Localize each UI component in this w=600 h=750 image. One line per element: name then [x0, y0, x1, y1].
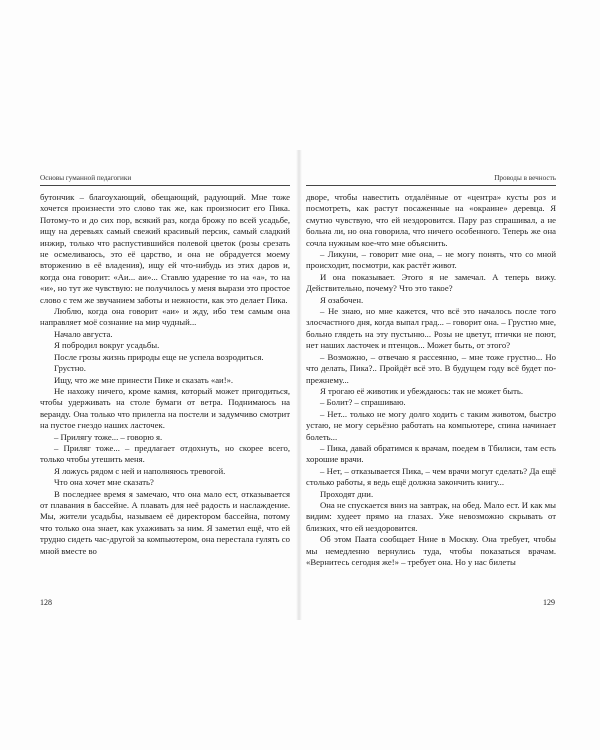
- paragraph: дворе, чтобы навестить отдалённые от «центра» кусты роз и посмотреть, как растут посаженные на «окраине» деревца. Я смутно чувствую, что ей нездоровится. Пару раз спрашивал, а не больна ли, но она говорила, что ничего особенного. Теперь же она сочла нужным кое-что мне объяснить.: [306, 192, 556, 248]
- right-page-text: [306, 192, 556, 568]
- left-page-number: 128: [40, 598, 52, 607]
- paragraph: – Нет, – отказывается Пика, – чем врачи могут сделать? Да ещё столько работы, я ведь ещё должна закончить книгу...: [306, 465, 556, 488]
- paragraph: бутончик – благоухающий, обещающий, радующий. Мне тоже хочется произнести это слово так же, как произносит его Пика. Потому-то и до сих пор, всякий раз, когда брожу по всей усадьбе, ищу на деревьях самый свежий красивый персик, самый сладкий инжир, только что распустившийся полевой цветок (розы срезать не осмеливаюсь, это её царство, и она не обрадуется моему вторжению в её владения), ищу ей что-нибудь из этих даров и, когда она говорит: «Аи... аи»... Ставлю ударение то на «а», то на «и», но тут же чувствую: не получилось у меня вырази это простое слово с тем же звучанием заботы и нежности, как это делает Пика.: [40, 192, 290, 305]
- paragraph: – Возможно, – отвечаю я рассеянно, – мне тоже грустно... Но что делать, Пика?.. Пройдёт всё это. В будущем году всё будет по-прежнему...: [306, 351, 556, 385]
- right-page-number: 129: [543, 598, 555, 607]
- paragraph: Я трогаю её животик и убеждаюсь: так не может быть.: [320, 385, 524, 396]
- left-header-rule: [40, 185, 290, 186]
- paragraph: Начало августа.: [54, 328, 113, 339]
- right-header-title: Проводы в вечность: [494, 174, 556, 182]
- paragraph: Проходят дни.: [320, 488, 374, 499]
- left-page: [40, 172, 290, 557]
- paragraph: Я ложусь рядом с ней и наполняюсь тревогой.: [54, 465, 226, 476]
- paragraph: – Болит? – спрашиваю.: [320, 397, 406, 408]
- right-header-rule: [306, 185, 556, 186]
- paragraph: Об этом Паата сообщает Нине в Москву. Она требует, чтобы мы немедленно вернулись туда, чтобы показаться врачам. «Вернитесь сегодня же!» – требует она. Но у нас билеты: [306, 534, 556, 567]
- paragraph: – Пика, давай обратимся к врачам, поедем в Тбилиси, там есть хорошие врачи.: [306, 442, 556, 465]
- paragraph: Что она хочет мне сказать?: [54, 477, 154, 488]
- paragraph: – Нет... только не могу долго ходить с таким животом, быстро устаю, не могу серьёзно работать на компьютере, спина начинает болеть...: [306, 408, 556, 442]
- paragraph: Ищу, что же мне принести Пике и сказать «аи!».: [54, 374, 234, 385]
- paragraph: Я побродил вокруг усадьбы.: [54, 340, 160, 351]
- paragraph: И она показывает. Этого я не замечал. А теперь вижу. Действительно, почему? Что это такое?: [306, 271, 556, 294]
- paragraph: Она не спускается вниз на завтрак, на обед. Мало ест. И как мы видим: худеет прямо на глазах. Уже невозможно скрывать от близких, что ей нездоровится.: [306, 499, 556, 533]
- left-header-title: Основы гуманной педагогики: [40, 174, 132, 182]
- paragraph: Грустно.: [54, 363, 86, 374]
- paragraph: – Не знаю, но мне кажется, что всё это началось после того злосчастного дня, когда выпал град... – говорит она. – Грустно мне, больно глядеть на эту пустыню... Розы не цветут, птички не поют, нет наших ласточек и птенцов... Может быть, от этого?: [306, 306, 556, 351]
- paragraph: – Приляг тоже... – предлагает отдохнуть, но скорее всего, только чтобы утешить меня.: [40, 442, 290, 465]
- paragraph: – Прилягу тоже... – говорю я.: [54, 431, 163, 442]
- right-page: [306, 172, 556, 568]
- paragraph: Люблю, когда она говорит «аи» и жду, ибо тем самым она направляет моё сознание на мир чудный...: [40, 306, 290, 328]
- right-running-header: [306, 172, 556, 186]
- paragraph: Я озабочен.: [320, 294, 364, 305]
- paragraph: После грозы жизнь природы еще не успела возродиться.: [54, 351, 264, 362]
- left-running-header: [40, 172, 290, 186]
- paragraph: Не нахожу ничего, кроме камня, который может пригодиться, чтобы удерживать на столе бумаги от ветра. Поднимаюсь на веранду. Она только что прилегла на постели и задумчиво смотрит на пустое гнездо наших ласточек.: [40, 385, 290, 431]
- paragraph: – Ликуни, – говорит мне она, – не могу понять, что со мной происходит, посмотри, как растёт живот.: [306, 249, 556, 271]
- book-gutter: [296, 150, 302, 620]
- paragraph: В последнее время я замечаю, что она мало ест, отказывается от плавания в бассейне. А плавать для неё радость и наслаждение. Мы, жители усадьбы, называем её директором бассейна, потому что только она знает, как ухаживать за ним. Я заметил ещё, что ей трудно сидеть час-другой за компьютером, она перестала гулять со мной вместе во: [40, 488, 290, 556]
- left-page-text: [40, 192, 290, 557]
